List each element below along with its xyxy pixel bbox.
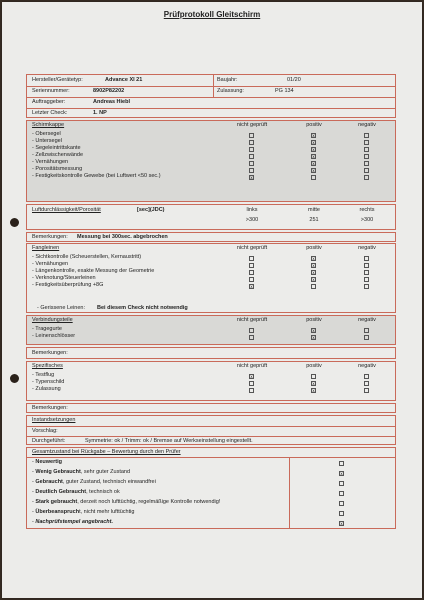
hersteller-label: Hersteller/Gerätetyp: (32, 77, 83, 83)
porositaet-mitte-value: 251 (309, 217, 319, 223)
condition-rest: , sehr guter Zustand (80, 469, 131, 475)
fangleinen-section (26, 243, 396, 313)
checklist-row-label: - Sichtkontrolle (Scheuerstellen, Kernaustritt) (32, 254, 142, 260)
checklist-row-label: - Zellzwischenwände (32, 152, 84, 158)
checkbox-negativ[interactable] (364, 270, 369, 275)
checklist-row (27, 282, 395, 289)
spezifisches-heading: Spezifisches (32, 363, 63, 369)
checklist-row (27, 275, 395, 282)
checklist-row-label: - Festigkeitsüberprüfung +8G (32, 282, 104, 288)
checkbox-negativ[interactable] (364, 168, 369, 173)
checklist-row (27, 145, 395, 152)
checklist-row (27, 333, 395, 340)
condition-checkbox[interactable]: x (340, 470, 343, 476)
checkbox-negativ[interactable] (364, 161, 369, 166)
condition-checkbox[interactable]: x (340, 520, 343, 526)
checkbox-positiv[interactable]: x (312, 160, 315, 166)
checkbox-nicht-geprueft[interactable] (249, 263, 254, 268)
checklist-row (27, 138, 395, 145)
condition-row-label: - Nachprüfstempel angebracht. (32, 519, 114, 525)
fangleinen-heading: Fangleinen (32, 245, 60, 251)
col-nicht-geprueft: nicht geprüft (236, 122, 268, 128)
seriennummer-value: 8902P82202 (93, 88, 125, 94)
checkbox-positiv[interactable]: x (312, 269, 315, 275)
gesamtzustand-heading: Gesamtzustand bei Rückgabe – Bewertung durch den Prüfer (32, 449, 181, 455)
gerissene-leinen-label: - Gerissene Leinen: (37, 305, 85, 311)
vorschlag-label: Vorschlag: (32, 428, 58, 434)
condition-row (27, 519, 395, 526)
condition-row (27, 499, 395, 506)
checkbox-nicht-geprueft[interactable]: x (250, 283, 253, 289)
checkbox-negativ[interactable] (364, 335, 369, 340)
info-section (26, 74, 396, 118)
checkbox-positiv[interactable] (311, 284, 316, 289)
bemerkung-1-label: Bemerkungen: (32, 234, 68, 240)
checkbox-negativ[interactable] (364, 328, 369, 333)
checklist-row (27, 131, 395, 138)
condition-row-label: - Stark gebraucht, derzeit noch lufttüchtig, regelmäßige Kontrolle notwendig! (32, 499, 221, 505)
checklist-row-label: - Tragegurte (32, 326, 62, 332)
condition-strong: Nachprüfstempel angebracht. (35, 519, 114, 525)
baujahr-value: 01/20 (287, 77, 301, 83)
instandsetzungen-heading: Instandsetzungen (32, 417, 76, 423)
porositaet-unit: [sec](JDC) (137, 207, 165, 213)
condition-row-label: - Überbeansprucht, nicht mehr lufttüchtig (32, 509, 135, 515)
schirmkappe-section (26, 120, 396, 202)
checkbox-negativ[interactable] (364, 381, 369, 386)
checkbox-nicht-geprueft[interactable] (249, 147, 254, 152)
condition-strong: Gebraucht (35, 479, 63, 485)
zulassung-label: Zulassung: (217, 88, 244, 94)
condition-strong: Deutlich Gebraucht (35, 489, 87, 495)
checklist-row (27, 372, 395, 379)
durchgefuehrt-value: Symmetrie: ok / Trimm: ok / Bremse auf Werkseinstellung eingestellt. (85, 438, 253, 444)
checkbox-nicht-geprueft[interactable] (249, 161, 254, 166)
condition-rest: , derzeit noch lufttüchtig, regelmäßige Kontrolle notwendig! (77, 499, 221, 505)
checklist-row-label: - Testflug (32, 372, 55, 378)
col-negativ: negativ (358, 317, 376, 323)
checkbox-nicht-geprueft[interactable] (249, 388, 254, 393)
checkbox-negativ[interactable] (364, 263, 369, 268)
condition-row (27, 479, 395, 486)
gerissene-leinen-value: Bei diesem Check nicht notwendig (97, 305, 188, 311)
checkbox-positiv[interactable]: x (312, 327, 315, 333)
col-nicht-geprueft: nicht geprüft (236, 363, 268, 369)
col-nicht-geprueft: nicht geprüft (236, 245, 268, 251)
condition-strong: Neuwertig (35, 459, 62, 465)
checkbox-negativ[interactable] (364, 388, 369, 393)
punch-hole-top (10, 218, 19, 227)
col-negativ: negativ (358, 363, 376, 369)
bemerkung-1 (26, 232, 396, 242)
checklist-row-label: - Segeleintrittskante (32, 145, 81, 151)
condition-checkbox[interactable] (339, 481, 344, 486)
col-positiv: positiv (306, 363, 322, 369)
checkbox-nicht-geprueft[interactable] (249, 154, 254, 159)
checklist-row-label: - Vernähungen (32, 159, 69, 165)
condition-row-label: - Deutlich Gebraucht, technisch ok (32, 489, 120, 495)
auftraggeber-label: Auftraggeber: (32, 99, 66, 105)
bemerkung-3-label: Bemerkungen: (32, 405, 68, 411)
porositaet-mitte-label: mitte (308, 207, 320, 213)
condition-checkbox[interactable] (339, 461, 344, 466)
checkbox-positiv[interactable] (311, 374, 316, 379)
spezifisches-section (26, 361, 396, 401)
checkbox-negativ[interactable] (364, 154, 369, 159)
condition-row (27, 489, 395, 496)
col-negativ: negativ (358, 245, 376, 251)
col-negativ: negativ (358, 122, 376, 128)
bemerkung-2 (26, 347, 396, 359)
porositaet-section (26, 204, 396, 230)
checkbox-positiv[interactable]: x (312, 167, 315, 173)
condition-strong: Wenig Gebraucht (35, 469, 81, 475)
col-positiv: positiv (306, 317, 322, 323)
baujahr-label: Baujahr: (217, 77, 238, 83)
condition-strong: Überbeanspruch (35, 509, 80, 515)
checklist-row-label: - Porositätsmessung (32, 166, 83, 172)
verbindungsteile-heading: Verbindungsteile (32, 317, 73, 323)
checkbox-nicht-geprueft[interactable] (249, 381, 254, 386)
condition-rest: t, nicht mehr lufttüchtig (79, 509, 135, 515)
checklist-row (27, 386, 395, 393)
letzter-check-value: 1. NP (93, 110, 107, 116)
col-positiv: positiv (306, 122, 322, 128)
checkbox-nicht-geprueft[interactable] (249, 335, 254, 340)
checkbox-positiv[interactable]: x (312, 153, 315, 159)
condition-checkbox[interactable] (339, 511, 344, 516)
condition-strong: Stark gebraucht (35, 499, 78, 505)
checkbox-nicht-geprueft[interactable] (249, 140, 254, 145)
letzter-check-label: Letzter Check: (32, 110, 68, 116)
condition-checkbox[interactable] (339, 501, 344, 506)
checklist-row-label: - Leinenschlösser (32, 333, 76, 339)
seriennummer-label: Seriennummer: (32, 88, 70, 94)
checklist-row (27, 326, 395, 333)
punch-hole-bottom (10, 374, 19, 383)
porositaet-rechts-label: rechts (359, 207, 375, 213)
condition-rest: , technisch ok (86, 489, 120, 495)
instandsetzungen-section (26, 415, 396, 445)
checklist-row (27, 152, 395, 159)
checkbox-negativ[interactable] (364, 277, 369, 282)
checkbox-positiv[interactable]: x (312, 380, 315, 386)
checklist-row-label: - Verknotung/Steuerleinen (32, 275, 96, 281)
porositaet-label: Luftdurchlässigkeit/Porosität (32, 207, 101, 213)
condition-row-label: - Gebraucht, guter Zustand, technisch einwandfrei (32, 479, 156, 485)
checkbox-nicht-geprueft[interactable] (249, 256, 254, 261)
checklist-row-label: - Obersegel (32, 131, 61, 137)
verbindungsteile-section (26, 315, 396, 345)
checkbox-positiv[interactable]: x (312, 132, 315, 138)
checkbox-nicht-geprueft[interactable] (249, 270, 254, 275)
condition-rest: , guter Zustand, technisch einwandfrei (62, 479, 156, 485)
checklist-row-label: - Festigkeitskontrolle Gewebe (bei Luftwert <50 sec.) (32, 173, 161, 179)
schirmkappe-heading: Schirmkappe (32, 122, 65, 128)
checklist-row (27, 379, 395, 386)
checkbox-positiv[interactable]: x (312, 146, 315, 152)
checkbox-positiv[interactable]: x (312, 139, 315, 145)
hersteller-value: Advance XI 21 (105, 77, 143, 83)
checklist-row (27, 166, 395, 173)
condition-row (27, 459, 395, 466)
condition-row-label: - Neuwertig (32, 459, 62, 465)
checkbox-nicht-geprueft[interactable] (249, 277, 254, 282)
checklist-row-label: - Typenschild (32, 379, 65, 385)
checkbox-positiv[interactable]: x (312, 262, 315, 268)
checklist-row-label: - Längenkontrolle, exakte Messung der Geometrie (32, 268, 155, 274)
checklist-row-label: - Untersegel (32, 138, 62, 144)
checkbox-nicht-geprueft[interactable] (249, 133, 254, 138)
checkbox-negativ[interactable] (364, 284, 369, 289)
porositaet-rechts-value: >300 (360, 217, 374, 223)
checklist-row (27, 268, 395, 275)
checkbox-positiv[interactable] (311, 175, 316, 180)
gesamtzustand-section (26, 447, 396, 529)
checkbox-negativ[interactable] (364, 147, 369, 152)
checkbox-nicht-geprueft[interactable] (249, 328, 254, 333)
checkbox-negativ[interactable] (364, 256, 369, 261)
checkbox-negativ[interactable] (364, 133, 369, 138)
porositaet-links-value: >300 (245, 217, 259, 223)
zulassung-value: PG 134 (275, 88, 294, 94)
checkbox-positiv[interactable]: x (312, 387, 315, 393)
checkbox-nicht-geprueft[interactable]: x (250, 174, 253, 180)
col-nicht-geprueft: nicht geprüft (236, 317, 268, 323)
checklist-row-label: - Vernähungen (32, 261, 69, 267)
checklist-row (27, 173, 395, 180)
durchgefuehrt-label: Durchgeführt: (32, 438, 66, 444)
condition-row (27, 469, 395, 476)
page-title: Prüfprotokoll Gleitschirm (163, 10, 261, 19)
checkbox-nicht-geprueft[interactable] (249, 168, 254, 173)
col-positiv: positiv (306, 245, 322, 251)
condition-row-label: - Wenig Gebraucht, sehr guter Zustand (32, 469, 131, 475)
checklist-row (27, 254, 395, 261)
condition-checkbox[interactable] (339, 491, 344, 496)
checkbox-positiv[interactable]: x (312, 255, 315, 261)
checkbox-nicht-geprueft[interactable]: x (250, 373, 253, 379)
checkbox-positiv[interactable]: x (312, 276, 315, 282)
bemerkung-1-value: Messung bei 300sec. abgebrochen (77, 234, 168, 240)
protocol-sheet (2, 2, 422, 598)
checklist-row (27, 159, 395, 166)
checkbox-negativ[interactable] (364, 374, 369, 379)
porositaet-links-label: links (246, 207, 258, 213)
checkbox-positiv[interactable]: x (312, 334, 315, 340)
auftraggeber-value: Andreas Hiebl (93, 99, 130, 105)
checkbox-negativ[interactable] (364, 140, 369, 145)
condition-row (27, 509, 395, 516)
checkbox-negativ[interactable] (364, 175, 369, 180)
checklist-row-label: - Zulassung (32, 386, 61, 392)
bemerkung-2-label: Bemerkungen: (32, 350, 68, 356)
bemerkung-3 (26, 403, 396, 413)
checklist-row (27, 261, 395, 268)
